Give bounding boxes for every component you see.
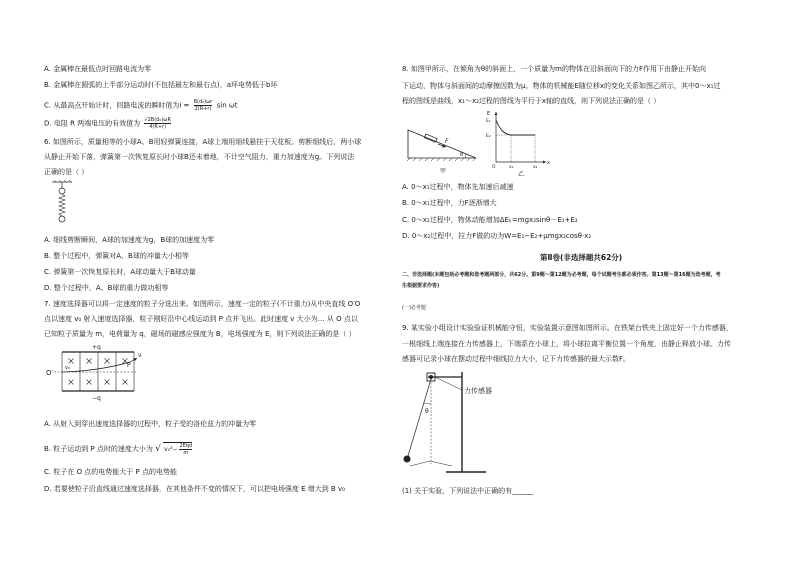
pendulum-string (408, 379, 431, 456)
q7-stem-line1: 7. 速度选择器可以将一定速度的粒子分选出来。如图所示，速度一定的粒子(不计重力)从中央直线 O′O (44, 300, 361, 308)
e2-label: E₂ (486, 134, 491, 139)
hatch-line (455, 158, 458, 161)
exit-arrowhead (133, 358, 137, 361)
q8-stem-line3: 程的图线是曲线，x₁～x₂过程的图线为平行于x轴的直线，则下列说法正确的是（ ） (402, 97, 661, 105)
q7-option-b-fraction (179, 443, 192, 456)
q8-option-b: B. 0～x₁过程中，力F逐渐增大 (402, 199, 497, 207)
q7-option-d: D. 若要使粒子沿直线通过速度选择器，在其他条件不变的情况下，可以把电场强度 E 增大到 B v₀ (44, 485, 345, 493)
q6-option-a: A. 细线剪断瞬间，A球的加速度为g，B球的加速度为零 (44, 236, 215, 244)
sensor-pointer-line (435, 377, 462, 390)
q8-option-d: D. 0～x₂过程中，拉力F做的功为W=E₁−E₂+μmgx₂cosθ·x₂ (402, 232, 592, 240)
x-axis-arrowhead (543, 161, 546, 164)
hatch-line (437, 158, 440, 161)
figure-jia-caption: 甲 (440, 168, 447, 175)
curve-segment (496, 120, 511, 135)
q6-option-b: B. 整个过程中，弹簧对A、B球的冲量大小相等 (44, 252, 189, 260)
hatch-line (407, 158, 410, 161)
angle-arc (465, 154, 466, 158)
q6-stem-line2: 从静止开始下落，弹簧第一次恢复原长时小球B还未着地，不计空气阻力，重力加速度为g。下列说法 (44, 153, 355, 161)
figure-yi-caption: 乙 (518, 171, 525, 178)
q5-option-a: A. 金属棒在最低点时回路电流为零 (44, 65, 152, 73)
q6-option-c: C. 弹簧第一次恢复原长时，A球动量大于B球动量 (44, 268, 196, 276)
hatch-line (467, 158, 470, 161)
ground-hatch (407, 158, 476, 161)
hatch-line (431, 158, 434, 161)
q9-stem-line2: 一根细线上端连接在力传感器上，下端系在小球上，将小球拉离平衡位置一个角度，由静止释放小球。力传 (402, 340, 731, 348)
energy-graph-yi (484, 108, 564, 178)
q5-option-c-text: C. 从最高点开始计时，回路电流的瞬时值为i = (44, 101, 190, 110)
q5-option-d-numerator: √2B(d₀)ωR (144, 117, 171, 123)
q7-stem-line2: 点以速度 v₀ 射入速度选择器，粒子刚好沿中心线运动到 P 点并飞出。此时速度 v 大小为… 从 O 点以 (44, 315, 358, 323)
e1-label: E₁ (486, 119, 491, 124)
particle-path (62, 362, 130, 372)
field-cross-icon (69, 380, 74, 385)
origin-label: O (492, 165, 496, 170)
q7-option-b (44, 442, 192, 456)
q6-option-d: D. 整个过程中，A、B球的重力做功相等 (44, 284, 169, 292)
section-instruction-line1: 二、非选择题(本题包括必考题和选考题两部分，共62分。第9题～第12题为必考题，每个试题考生都必须作答。第13题～第16题为选考题，考 (402, 272, 721, 278)
q5-option-c (44, 99, 237, 112)
q7-option-c: C. 粒子在 O 点的电势能大于 P 点的电势能 (44, 468, 177, 476)
q7-option-b-radicand-prefix: v₀²− (164, 446, 178, 453)
q5-option-c-tail: sin ωt (216, 101, 238, 110)
incline-triangle (408, 130, 476, 158)
field-cross-icon (105, 380, 110, 385)
hatch-line (461, 158, 464, 161)
q5-option-d-text: D. 电阻 R 两端电压的有效值为 (44, 119, 141, 128)
q5-option-c-fraction (194, 99, 213, 112)
e-axis-arrowhead (495, 112, 498, 115)
q8-option-c: C. 0～x₂过程中，物体动能增加ΔEₖ=mgx₂sinθ－E₁+E₂ (402, 216, 578, 224)
field-cross-icon (69, 359, 74, 364)
hatch-line (425, 158, 428, 161)
pendulum-apparatus-figure (400, 368, 510, 480)
q9-stem-line3: 感器可记录小球在摆动过程中细线拉力大小，记下力传感器的最大示数F。 (402, 355, 631, 363)
force-f-label: F (445, 138, 449, 145)
field-cross-icon (105, 359, 110, 364)
hatch-line (419, 158, 422, 161)
swing-angle-label: θ (425, 408, 429, 415)
field-cross-icon (87, 380, 92, 385)
spring-coil (59, 194, 65, 216)
q6-stem-line1: 6. 如图所示，质量相等的小球A、B用轻弹簧连接，A球上端用细线悬挂于天花板。剪断细线后，两小球 (44, 138, 362, 146)
hatch-line (449, 158, 452, 161)
swing-angle-arc (424, 403, 431, 404)
q6-stem-line3: 正确的是（ ） (44, 168, 89, 176)
force-sensor-label: 力传感器 (464, 387, 492, 395)
sqrt-icon: √ (155, 444, 161, 454)
velocity-v-label: v (138, 352, 142, 359)
point-o-prime-label: O′ (46, 369, 54, 377)
pivot-dot (429, 375, 433, 379)
required-heading: (一)必考题 (402, 305, 426, 311)
hatch-line (413, 158, 416, 161)
x2-tick-label: x₂ (533, 165, 538, 170)
field-cross-icon (123, 380, 128, 385)
q7-option-b-denominator: m (183, 450, 189, 456)
q8-stem-line1: 8. 如图甲所示，在倾角为θ的斜面上，一个质量为m的物体在沿斜面向下的力F作用下由静止开始向 (402, 65, 707, 73)
spring-ball-figure (50, 180, 80, 230)
theta-label: θ (460, 152, 464, 158)
q7-option-b-numerator: 2Eqd (179, 443, 193, 449)
q7-option-b-radicand (163, 442, 192, 456)
q5-option-c-denominator: 2(R+r) (194, 106, 212, 112)
q7-stem-line3: 已知粒子质量为 m，电荷量为 q，磁场的磁感应强度为 B，电场强度为 E，则下列说法正确的是（ ） (44, 330, 356, 338)
velocity-selector-figure (44, 342, 144, 402)
x1-tick-label: x₁ (509, 165, 514, 170)
ball-b (59, 216, 65, 222)
q8-option-a: A. 0～x₁过程中，物体先加速后减速 (402, 183, 514, 191)
plate-top-label: +q (92, 344, 101, 351)
v0-label: v₀ (65, 365, 70, 371)
pendulum-ball (404, 456, 411, 463)
field-cross-icon (87, 359, 92, 364)
x-axis-label: x (547, 160, 550, 166)
q5-option-c-numerator: B(d₀)ωr (193, 99, 213, 105)
q7-option-b-text: B. 粒子运动到 P 点时的速度大小为 (44, 445, 153, 453)
q8-stem-line2: 下运动，物体与斜面间的动摩擦因数为μ。物体的机械能E随位移x的变化关系如图乙所示，其中0～x₁过 (402, 82, 721, 90)
section-instruction-line2: 生根据要求作答) (402, 283, 440, 289)
q5-option-b: B. 金属棒在圆弧的上半部分运动时(不包括最左和最右点)，a环电势低于b环 (44, 81, 278, 89)
q7-option-a: A. 从射入到穿出速度选择器的过程中，粒子受的洛伦兹力的冲量为零 (44, 420, 257, 428)
hatch-line (473, 158, 476, 161)
e-axis-label: E (487, 111, 491, 117)
point-p-label: P (127, 362, 131, 369)
hatch-line (443, 158, 446, 161)
q5-option-d-denominator: 4(R+r) (149, 124, 167, 130)
ball-a (59, 188, 65, 194)
incline-figure-jia (404, 112, 484, 176)
plate-bottom-label: −q (92, 395, 101, 402)
q9-part1: (1) 关于实验，下列说法中正确的有______ (402, 487, 534, 495)
q5-option-d-fraction (144, 117, 171, 130)
section-title: 第Ⅱ卷(非选择题共62分) (540, 253, 623, 262)
q5-option-d (44, 117, 171, 130)
q9-stem-line1: 9. 某实验小组设计实验验证机械能守恒，实验装置示意图如图所示。在铁架台铁夹上固定好一个力传感器， (402, 324, 733, 332)
